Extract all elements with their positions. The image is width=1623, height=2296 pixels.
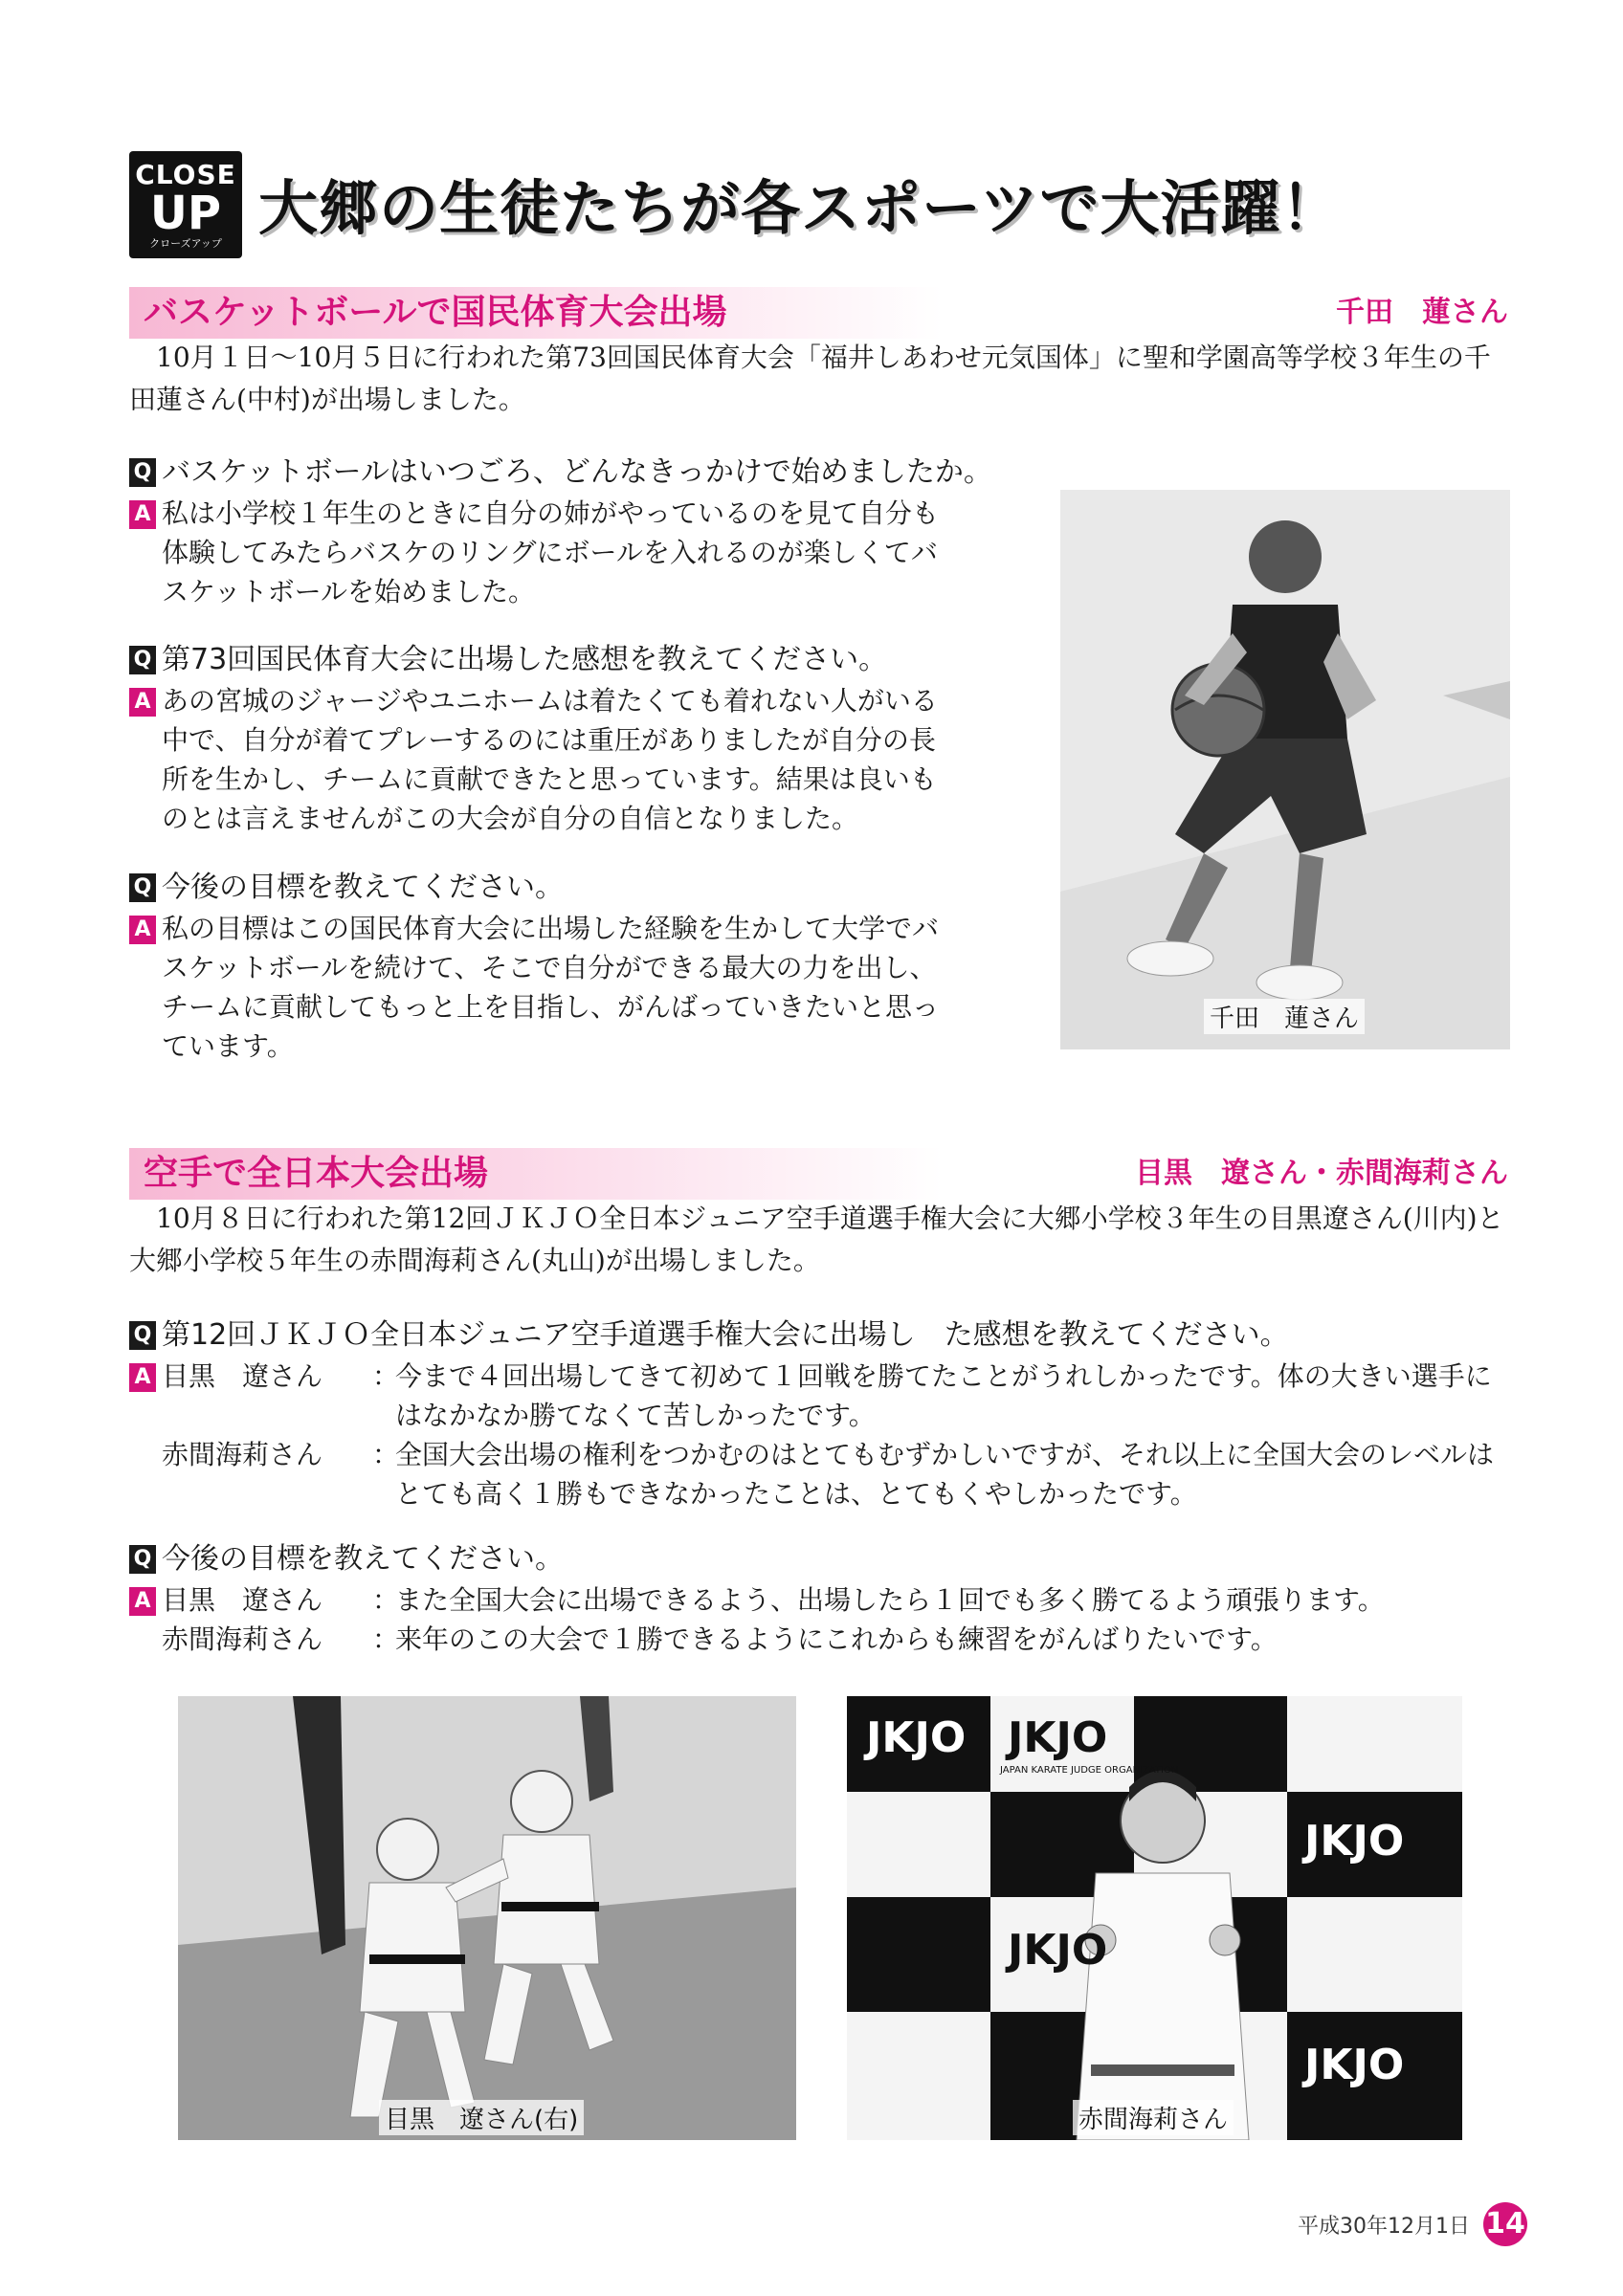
logo-sub: クローズアップ bbox=[149, 237, 222, 250]
speaker-name: 赤間海莉さん bbox=[162, 1439, 323, 1470]
question-text: 今後の目標を教えてください。 bbox=[162, 871, 564, 904]
q-badge: Q bbox=[129, 1545, 156, 1574]
backdrop-logo-3: JKJO bbox=[1304, 1817, 1405, 1866]
q-badge: Q bbox=[129, 1321, 156, 1350]
logo-line1: CLOSE bbox=[135, 159, 236, 190]
speaker-text: 今まで４回出場してきて初めて１回戦を勝てたことがうれしかったです。体の大きい選手にはなかなか勝てなくて苦しかったです。 bbox=[395, 1360, 1492, 1431]
section1-title: バスケットボールで国民体育大会出場 bbox=[144, 293, 727, 332]
question bbox=[129, 1314, 1507, 1357]
speaker-name: 目黒 遼さん bbox=[162, 1584, 323, 1616]
speaker-text: 来年のこの大会で１勝できるようにこれからも練習をがんばりたいです。 bbox=[395, 1623, 1278, 1655]
answer bbox=[129, 909, 1038, 1066]
answer bbox=[129, 494, 1038, 611]
answer-list bbox=[162, 1357, 1507, 1513]
issue-date: 平成30年12月1日 bbox=[1298, 2215, 1470, 2239]
question bbox=[129, 867, 1038, 909]
speaker-colon: ： bbox=[372, 1584, 400, 1616]
question bbox=[129, 639, 1038, 681]
page-number: 14 bbox=[1483, 2202, 1527, 2246]
q-badge: Q bbox=[129, 458, 156, 487]
backdrop-logo-4: JKJO bbox=[1008, 1926, 1108, 1975]
section2-qa-2 bbox=[129, 1538, 1507, 1659]
a-badge: A bbox=[129, 916, 156, 944]
section2-name: 目黒 遼さん・赤間海莉さん bbox=[1135, 1157, 1508, 1190]
question-text: バスケットボールはいつごろ、どんなきっかけで始めましたか。 bbox=[162, 455, 992, 489]
speaker-colon: ： bbox=[372, 1360, 400, 1392]
backdrop-logo-1: JKJO bbox=[866, 1713, 967, 1762]
backdrop-sub-1: JAPAN KARATE JUDGE ORGANIZATION bbox=[1000, 1765, 1179, 1776]
a-badge: A bbox=[129, 1587, 156, 1616]
question bbox=[129, 452, 1038, 494]
answer bbox=[129, 1357, 1507, 1513]
answer-text: 私は小学校１年生のときに自分の姉がやっているのを見て自分も 体験してみたらバスケのリングにボールを入れるのが楽しくてバ スケットボールを始めました。 bbox=[162, 497, 940, 607]
speaker-text: 全国大会出場の権利をつかむのはとてもむずかしいですが、それ以上に全国大会のレベルはとても高く１勝もできなかったことは、とてもくやしかったです。 bbox=[395, 1439, 1495, 1510]
section1-name: 千田 蓮さん bbox=[1336, 296, 1508, 329]
logo-line2: UP bbox=[149, 187, 222, 240]
speaker-colon: ： bbox=[372, 1439, 400, 1470]
a-badge: A bbox=[129, 688, 156, 717]
speaker-row bbox=[162, 1357, 1507, 1435]
karate-portrait-caption: 赤間海莉さん bbox=[1073, 2100, 1234, 2135]
speaker-row bbox=[162, 1580, 1507, 1620]
speaker-colon: ： bbox=[372, 1623, 400, 1655]
question-text: 第73回国民体育大会に出場した感想を教えてください。 bbox=[162, 643, 888, 676]
section2-title: 空手で全日本大会出場 bbox=[144, 1154, 489, 1193]
speaker-row bbox=[162, 1435, 1507, 1513]
q-badge: Q bbox=[129, 646, 156, 674]
close-up-logo bbox=[129, 151, 242, 258]
karate-match-caption: 目黒 遼さん(右) bbox=[379, 2100, 584, 2135]
a-badge: A bbox=[129, 1363, 156, 1392]
answer-list bbox=[162, 1580, 1507, 1659]
question-text: 第12回ＪＫＪＯ全日本ジュニア空手道選手権大会に出場し た感想を教えてください。 bbox=[162, 1318, 1289, 1352]
backdrop-logo-5: JKJO bbox=[1304, 2041, 1405, 2089]
question bbox=[129, 1538, 1507, 1580]
speaker-row bbox=[162, 1620, 1507, 1659]
answer-text: 私の目標はこの国民体育大会に出場した経験を生かして大学でバ スケットボールを続けて、そこで自分ができる最大の力を出し、 チームに貢献してもっと上を目指し、がんばっていきたいと思っ ています。 bbox=[162, 913, 940, 1062]
speaker-text: また全国大会に出場できるよう、出場したら１回でも多く勝てるよう頑張ります。 bbox=[395, 1584, 1385, 1616]
basketball-photo bbox=[1060, 490, 1510, 1049]
karate-match-illustration bbox=[178, 1696, 796, 2140]
q-badge: Q bbox=[129, 873, 156, 902]
section1-qa-2 bbox=[129, 639, 1038, 838]
answer-text: あの宮城のジャージやユニホームは着たくても着れない人がいる 中で、自分が着てプレーするのには重圧がありましたが自分の長 所を生かし、チームに貢献できたと思っています。結果は良いも のとは言えませんがこの大会が自分の自信となりました。 bbox=[162, 685, 938, 834]
section2-intro: 10月８日に行われた第12回ＪＫＪＯ全日本ジュニア空手道選手権大会に大郷小学校３年生の目黒遼さん(川内)と大郷小学校５年生の赤間海莉さん(丸山)が出場しました。 bbox=[129, 1203, 1504, 1276]
speaker-name: 赤間海莉さん bbox=[162, 1623, 323, 1655]
section2-qa-1 bbox=[129, 1314, 1507, 1513]
page-title: 大郷の生徒たちが各スポーツで大活躍！ bbox=[258, 173, 1342, 243]
question-text: 今後の目標を教えてください。 bbox=[162, 1542, 564, 1576]
section1-qa-3 bbox=[129, 867, 1038, 1066]
karate-portrait-photo bbox=[847, 1696, 1462, 2140]
a-badge: A bbox=[129, 500, 156, 529]
basketball-caption: 千田 蓮さん bbox=[1204, 999, 1365, 1034]
answer bbox=[129, 681, 1038, 838]
karate-match-photo bbox=[178, 1696, 796, 2140]
answer bbox=[129, 1580, 1507, 1659]
basketball-player-illustration bbox=[1060, 490, 1510, 1049]
speaker-name: 目黒 遼さん bbox=[162, 1360, 323, 1392]
section1-intro: 10月１日～10月５日に行われた第73回国民体育大会「福井しあわせ元気国体」に聖和学園高等学校３年生の千田蓮さん(中村)が出場しました。 bbox=[129, 342, 1491, 415]
section1-qa-1 bbox=[129, 452, 1038, 611]
backdrop-logo-2: JKJO bbox=[1008, 1713, 1108, 1762]
